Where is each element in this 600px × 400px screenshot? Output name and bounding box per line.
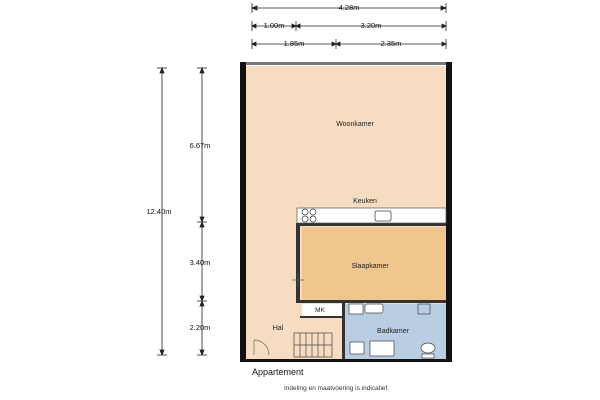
dim-height-lower: 2.20m xyxy=(189,323,211,332)
dim-total-width: 4.28m xyxy=(338,3,360,12)
dim-height-middle: 3.40m xyxy=(189,258,211,267)
dim-top-right-part: 3.20m xyxy=(360,21,382,30)
washbasin-icon xyxy=(350,342,364,354)
plan-disclaimer: Indeling en maatvoering is indicatief. xyxy=(284,385,390,392)
bath-cabinet-icon xyxy=(370,341,394,356)
toilet-icon xyxy=(421,343,435,353)
sink-bath-icon xyxy=(365,304,383,313)
dim-mid-right-part: 2.35m xyxy=(380,39,402,48)
dim-height-upper: 6.67m xyxy=(189,141,211,150)
dim-top-left-part: 1.00m xyxy=(263,21,285,30)
dim-mid-left-part: 1.85m xyxy=(283,39,305,48)
dim-total-height: 12.40m xyxy=(146,207,172,216)
room-label-badkamer: Badkamer xyxy=(377,328,409,335)
room-label-slaapkamer: Slaapkamer xyxy=(351,263,389,270)
kitchen-counter xyxy=(297,208,446,223)
room-label-hal: Hal xyxy=(272,325,284,332)
room-label-woonkamer: Woonkamer xyxy=(336,121,374,128)
plan-caption: Appartement xyxy=(252,367,304,377)
shower-icon xyxy=(349,304,363,314)
room-label-mk: MK xyxy=(315,307,325,314)
room-label-keuken: Keuken xyxy=(353,198,377,205)
